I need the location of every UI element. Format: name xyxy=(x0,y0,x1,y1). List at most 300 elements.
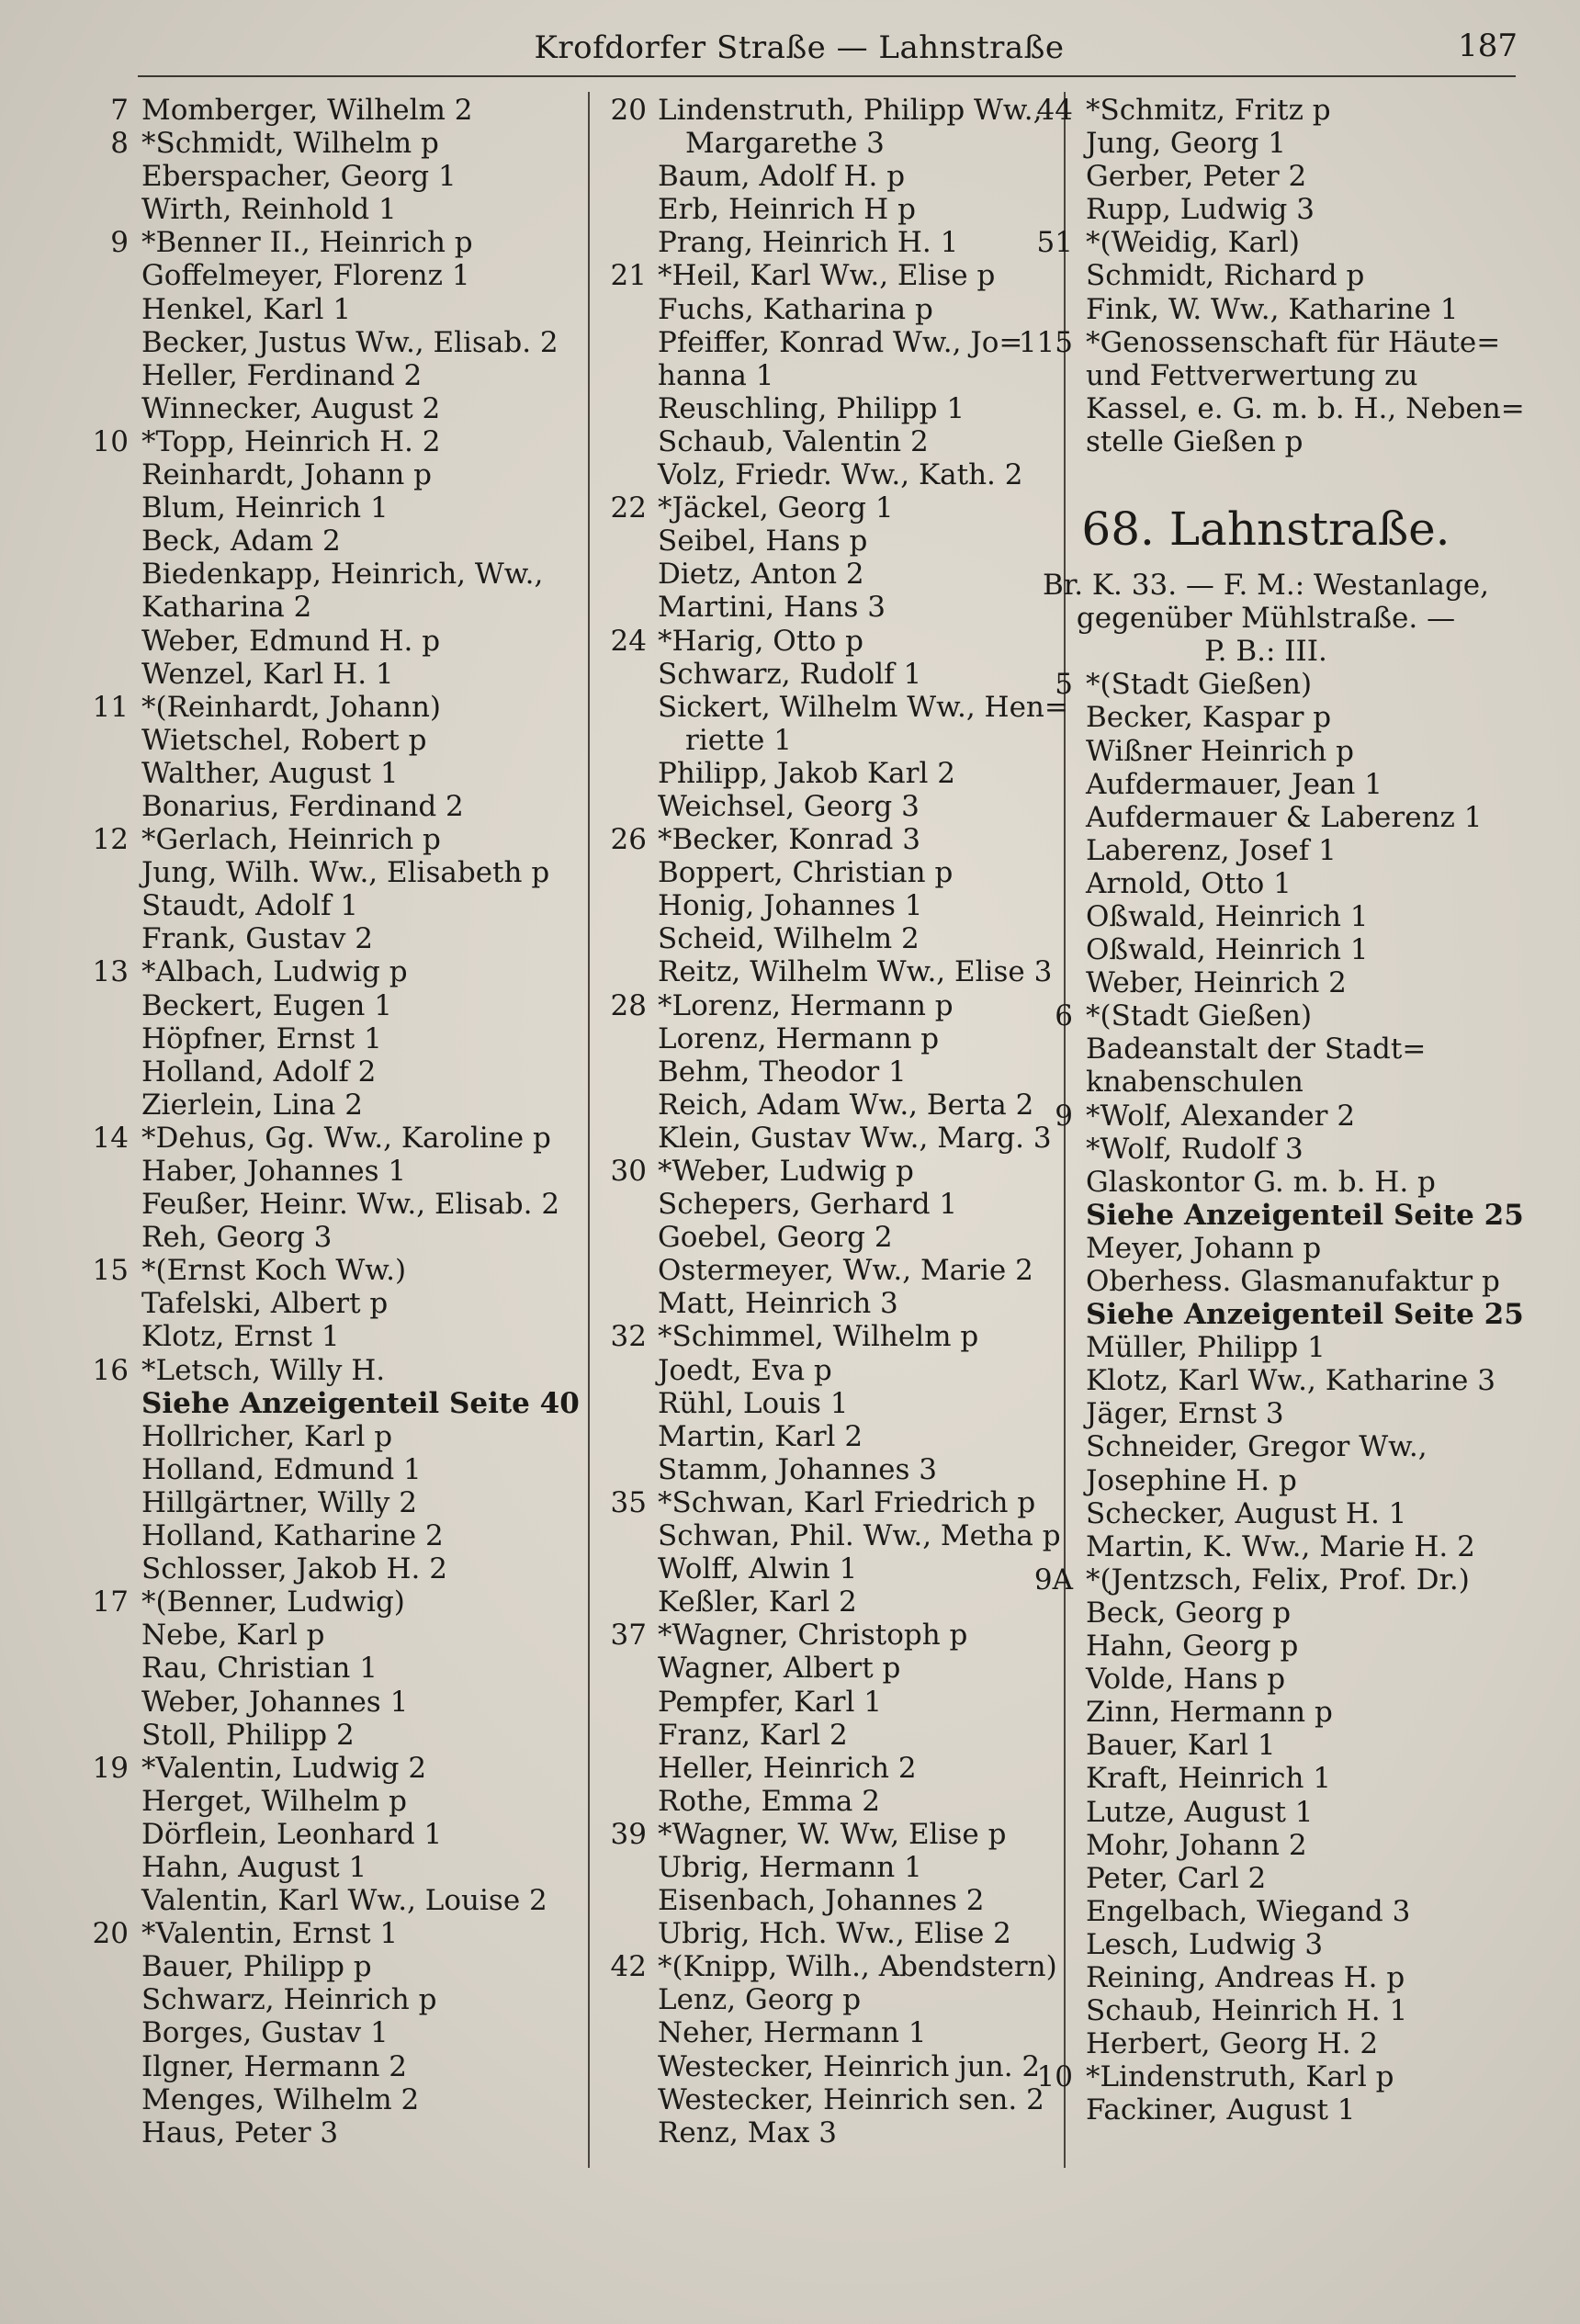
directory-entry xyxy=(1009,1464,1523,1497)
house-number: 6 xyxy=(1055,999,1073,1033)
resident-name: *Wagner, Christoph p xyxy=(658,1619,968,1653)
directory-entry xyxy=(562,491,1058,525)
directory-entry xyxy=(1009,1199,1523,1232)
resident-name: Haus, Peter 3 xyxy=(141,2115,339,2149)
house-number: 44 xyxy=(1036,94,1073,127)
resident-name: Schaub, Valentin 2 xyxy=(658,424,929,458)
house-number: 42 xyxy=(610,1950,647,1984)
resident-name: *Schwan, Karl Friedrich p xyxy=(658,1485,1036,1519)
resident-name: Weber, Johannes 1 xyxy=(141,1685,409,1719)
resident-name: Beck, Georg p xyxy=(1086,1596,1292,1630)
directory-entry xyxy=(562,658,1058,691)
resident-name: Aufdermauer, Jean 1 xyxy=(1086,767,1382,801)
column-1 xyxy=(55,94,583,2149)
directory-entry xyxy=(1009,1430,1523,1463)
resident-name: Boppert, Christian p xyxy=(658,856,954,890)
directory-entry xyxy=(1009,1596,1523,1630)
street-info-1: Br. K. 33. — F. M.: Westanlage, xyxy=(1043,569,1489,603)
directory-entry xyxy=(55,790,583,823)
house-number: 24 xyxy=(610,624,647,658)
directory-entry xyxy=(55,691,583,724)
directory-entry xyxy=(562,2016,1058,2049)
directory-entry xyxy=(55,525,583,558)
resident-name: Valentin, Karl Ww., Louise 2 xyxy=(141,1884,547,1918)
directory-entry xyxy=(1009,801,1523,834)
directory-entry xyxy=(562,1122,1058,1155)
house-number: 22 xyxy=(610,491,647,525)
directory-entry xyxy=(1009,326,1523,359)
directory-entry xyxy=(562,1055,1058,1089)
resident-name: *Schimmel, Wilhelm p xyxy=(658,1320,979,1354)
directory-entry xyxy=(562,1254,1058,1287)
directory-entry xyxy=(1009,1663,1523,1696)
resident-name: Haber, Johannes 1 xyxy=(141,1155,407,1188)
directory-entry xyxy=(55,1387,583,1420)
house-number: 9 xyxy=(1055,1099,1073,1133)
directory-entry xyxy=(55,591,583,624)
directory-entry xyxy=(55,326,583,359)
resident-name: Eberspacher, Georg 1 xyxy=(141,160,457,194)
directory-entry xyxy=(55,1619,583,1652)
directory-entry xyxy=(1009,1928,1523,1961)
directory-entry xyxy=(562,2050,1058,2083)
resident-name: Engelbach, Wiegand 3 xyxy=(1086,1894,1411,1928)
resident-name: Laberenz, Josef 1 xyxy=(1086,833,1337,867)
resident-name: Becker, Justus Ww., Elisab. 2 xyxy=(141,325,559,359)
house-number: 15 xyxy=(92,1254,129,1288)
resident-name: Wirth, Reinhold 1 xyxy=(141,193,397,227)
resident-name: Jung, Georg 1 xyxy=(1086,127,1286,161)
directory-entry xyxy=(562,1221,1058,1254)
directory-entry xyxy=(562,1983,1058,2016)
resident-name: Frank, Gustav 2 xyxy=(141,922,373,956)
resident-name: Schwan, Phil. Ww., Metha p xyxy=(658,1519,1061,1553)
resident-name: Heller, Ferdinand 2 xyxy=(141,358,423,392)
directory-entry xyxy=(1009,1166,1523,1199)
resident-name: Matt, Heinrich 3 xyxy=(658,1287,898,1321)
resident-name: Joedt, Eva p xyxy=(658,1353,832,1387)
directory-entry xyxy=(55,1785,583,1818)
directory-entry xyxy=(1009,900,1523,933)
resident-name: *Gerlach, Heinrich p xyxy=(141,823,441,857)
directory-entry xyxy=(55,889,583,922)
house-number: 9A xyxy=(1033,1562,1073,1596)
resident-name: *Topp, Heinrich H. 2 xyxy=(141,424,441,458)
resident-name: Badeanstalt der Stadt= xyxy=(1086,1032,1427,1066)
directory-entry xyxy=(55,1453,583,1486)
resident-name: Lorenz, Hermann p xyxy=(658,1021,940,1055)
house-number: 16 xyxy=(92,1353,129,1387)
resident-name: Herget, Wilhelm p xyxy=(141,1784,408,1818)
resident-name: Holland, Katharine 2 xyxy=(141,1519,444,1553)
resident-name: Renz, Max 3 xyxy=(658,2115,837,2149)
resident-name: Pfeiffer, Konrad Ww., Jo= xyxy=(658,325,1023,359)
resident-name: Volz, Friedr. Ww., Kath. 2 xyxy=(658,458,1023,492)
directory-entry xyxy=(1009,768,1523,801)
directory-entry xyxy=(562,1519,1061,1553)
directory-entry xyxy=(55,1486,583,1519)
directory-entry xyxy=(55,1287,583,1320)
resident-name: *Valentin, Ernst 1 xyxy=(141,1917,399,1951)
directory-entry xyxy=(562,1851,1058,1884)
directory-entry xyxy=(1009,392,1523,425)
house-number: 39 xyxy=(610,1817,647,1851)
directory-entry xyxy=(55,1354,583,1387)
directory-entry xyxy=(55,1752,583,1785)
house-number: 8 xyxy=(110,127,129,161)
directory-entry xyxy=(1009,425,1523,458)
resident-name: Weber, Edmund H. p xyxy=(141,624,441,658)
resident-name: Klotz, Ernst 1 xyxy=(141,1320,340,1354)
directory-entry xyxy=(562,1884,1058,1917)
resident-name: *Schmitz, Fritz p xyxy=(1086,94,1331,127)
resident-name: Martin, Karl 2 xyxy=(658,1419,863,1453)
resident-name: Westecker, Heinrich jun. 2 xyxy=(658,2049,1041,2083)
directory-entry xyxy=(55,1585,583,1619)
resident-name: Lesch, Ludwig 3 xyxy=(1086,1927,1324,1961)
street-info-2: gegenüber Mühlstraße. — xyxy=(1076,602,1456,636)
house-number: 10 xyxy=(1036,2060,1073,2094)
directory-entry xyxy=(562,1155,1058,1188)
directory-entry xyxy=(1009,1032,1523,1066)
resident-name: Stoll, Philipp 2 xyxy=(141,1718,355,1752)
resident-name: Goebel, Georg 2 xyxy=(658,1221,893,1255)
directory-entry xyxy=(1009,1133,1523,1166)
house-number: 28 xyxy=(610,988,647,1022)
directory-entry xyxy=(55,856,583,889)
directory-entry xyxy=(562,1420,1058,1453)
resident-name: Stamm, Johannes 3 xyxy=(658,1452,937,1486)
resident-name: Kassel, e. G. m. b. H., Neben= xyxy=(1086,391,1525,425)
directory-entry xyxy=(562,226,1058,259)
resident-name: riette 1 xyxy=(685,723,792,757)
house-number: 9 xyxy=(110,226,129,260)
directory-entry xyxy=(562,326,1058,359)
resident-name: Heller, Heinrich 2 xyxy=(658,1751,917,1785)
directory-entry xyxy=(55,1983,583,2016)
directory-entry xyxy=(562,922,1058,955)
column-3 xyxy=(1009,94,1523,2127)
directory-entry xyxy=(1009,1796,1523,1829)
resident-name: Herbert, Georg H. 2 xyxy=(1086,2027,1379,2061)
resident-name: Schepers, Gerhard 1 xyxy=(658,1188,958,1222)
house-number: 13 xyxy=(92,955,129,989)
directory-entry xyxy=(1009,1497,1523,1530)
resident-name: *Harig, Otto p xyxy=(658,624,863,658)
house-number: 14 xyxy=(92,1121,129,1155)
resident-name: *(Stadt Gießen) xyxy=(1086,668,1313,702)
resident-name: Dörflein, Leonhard 1 xyxy=(141,1817,443,1851)
resident-name: Wißner Heinrich p xyxy=(1086,734,1354,768)
directory-entry xyxy=(562,1917,1058,1950)
resident-name: *Wolf, Rudolf 3 xyxy=(1086,1132,1304,1166)
directory-entry xyxy=(562,558,1058,591)
resident-name: Reuschling, Philipp 1 xyxy=(658,391,965,425)
directory-entry xyxy=(562,955,1058,988)
resident-name: Honig, Johannes 1 xyxy=(658,889,923,923)
resident-name: Neher, Hermann 1 xyxy=(658,2016,927,2050)
resident-name: Hollricher, Karl p xyxy=(141,1419,393,1453)
directory-entry xyxy=(55,1089,583,1122)
directory-entry xyxy=(1009,735,1523,768)
house-number: 7 xyxy=(110,94,129,127)
directory-entry xyxy=(55,1917,583,1950)
house-number: 115 xyxy=(1018,325,1073,359)
resident-name: Reining, Andreas H. p xyxy=(1086,1960,1405,1994)
directory-entry xyxy=(562,1752,1058,1785)
directory-entry xyxy=(562,1022,1058,1055)
directory-entry xyxy=(55,2050,583,2083)
directory-entry xyxy=(562,1089,1058,1122)
directory-entry xyxy=(55,458,583,491)
resident-name: Goffelmeyer, Florenz 1 xyxy=(141,259,470,293)
resident-name: und Fettverwertung zu xyxy=(1086,358,1418,392)
resident-name: Josephine H. p xyxy=(1086,1463,1297,1497)
resident-name: Oberhess. Glasmanufaktur p xyxy=(1086,1265,1500,1298)
house-number: 20 xyxy=(610,94,647,127)
directory-entry xyxy=(562,94,1058,127)
directory-entry xyxy=(55,658,583,691)
resident-name: Mohr, Johann 2 xyxy=(1086,1828,1307,1862)
resident-name: Lenz, Georg p xyxy=(658,1983,862,2017)
resident-name: Ubrig, Hch. Ww., Elise 2 xyxy=(658,1917,1011,1951)
resident-name: Reinhardt, Johann p xyxy=(141,458,433,492)
resident-name: Höpfner, Ernst 1 xyxy=(141,1021,382,1055)
directory-entry xyxy=(1009,1563,1523,1596)
resident-name: Zinn, Hermann p xyxy=(1086,1696,1333,1730)
resident-name: Reich, Adam Ww., Berta 2 xyxy=(658,1088,1034,1122)
resident-name: *(Benner, Ludwig) xyxy=(141,1585,405,1619)
directory-entry xyxy=(562,1818,1058,1851)
resident-name: Gerber, Peter 2 xyxy=(1086,160,1307,194)
resident-name: Franz, Karl 2 xyxy=(658,1718,848,1752)
directory-entry xyxy=(55,1818,583,1851)
resident-name: *Benner II., Heinrich p xyxy=(141,226,473,260)
directory-entry xyxy=(55,1950,583,1983)
directory-entry xyxy=(1009,2060,1523,2093)
directory-entry xyxy=(55,1188,583,1221)
resident-name: Scheid, Wilhelm 2 xyxy=(658,922,920,956)
resident-name: Momberger, Wilhelm 2 xyxy=(141,94,473,127)
directory-entry xyxy=(562,1453,1058,1486)
resident-name: Schaub, Heinrich H. 1 xyxy=(1086,1994,1408,2028)
house-number: 17 xyxy=(92,1585,129,1619)
directory-entry xyxy=(562,1785,1058,1818)
resident-name: Prang, Heinrich H. 1 xyxy=(658,226,959,260)
directory-entry xyxy=(1009,1696,1523,1729)
column-3-top-entries xyxy=(1009,94,1523,458)
directory-entry xyxy=(562,392,1058,425)
directory-entry xyxy=(562,591,1058,624)
directory-entry xyxy=(55,625,583,658)
resident-name: Pempfer, Karl 1 xyxy=(658,1685,882,1719)
resident-name: Sickert, Wilhelm Ww., Hen= xyxy=(658,690,1068,724)
house-number: 12 xyxy=(92,823,129,857)
resident-name: Behm, Theodor 1 xyxy=(658,1055,907,1089)
resident-name: Winnecker, August 2 xyxy=(141,391,441,425)
resident-name: Arnold, Otto 1 xyxy=(1086,866,1292,900)
resident-name: Aufdermauer & Laberenz 1 xyxy=(1086,800,1483,834)
resident-name: *(Weidig, Karl) xyxy=(1086,226,1300,260)
directory-entry xyxy=(562,425,1058,458)
directory-entry xyxy=(1009,668,1523,701)
resident-name: Martin, K. Ww., Marie H. 2 xyxy=(1086,1529,1475,1563)
resident-name: Walther, August 1 xyxy=(141,756,399,790)
directory-entry xyxy=(562,1686,1058,1719)
directory-entry xyxy=(55,193,583,226)
directory-entry xyxy=(1009,1066,1523,1099)
resident-name: Rupp, Ludwig 3 xyxy=(1086,193,1315,227)
directory-entry xyxy=(55,2083,583,2116)
resident-name: Fuchs, Katharina p xyxy=(658,292,933,326)
directory-entry xyxy=(55,1122,583,1155)
directory-entry xyxy=(1009,867,1523,900)
resident-name: Eisenbach, Johannes 2 xyxy=(658,1884,985,1918)
directory-entry xyxy=(562,525,1058,558)
directory-entry xyxy=(1009,1232,1523,1265)
resident-name: Oßwald, Heinrich 1 xyxy=(1086,933,1369,967)
advert-reference: Siehe Anzeigenteil Seite 25 xyxy=(1086,1298,1524,1332)
resident-name: Schwarz, Heinrich p xyxy=(141,1983,437,2017)
directory-entry xyxy=(562,293,1058,326)
directory-entry xyxy=(55,757,583,790)
directory-entry xyxy=(562,1287,1058,1320)
directory-entry xyxy=(1009,1729,1523,1762)
directory-entry xyxy=(55,1320,583,1353)
resident-name: Reh, Georg 3 xyxy=(141,1221,333,1255)
house-number: 10 xyxy=(92,424,129,458)
resident-name: Bauer, Karl 1 xyxy=(1086,1729,1276,1763)
resident-name: Peter, Carl 2 xyxy=(1086,1861,1267,1895)
resident-name: Ilgner, Hermann 2 xyxy=(141,2049,408,2083)
directory-entry xyxy=(562,1486,1058,1519)
directory-entry xyxy=(55,2116,583,2149)
directory-entry xyxy=(1009,1961,1523,1994)
directory-entry xyxy=(1009,701,1523,734)
resident-name: Nebe, Karl p xyxy=(141,1619,325,1653)
directory-entry xyxy=(562,1950,1058,1983)
header-rule xyxy=(138,75,1516,77)
resident-name: Kraft, Heinrich 1 xyxy=(1086,1762,1331,1796)
resident-name: Schlosser, Jakob H. 2 xyxy=(141,1552,447,1586)
resident-name: Borges, Gustav 1 xyxy=(141,2016,389,2050)
directory-entry xyxy=(1009,1265,1523,1298)
resident-name: *Weber, Ludwig p xyxy=(658,1155,914,1188)
resident-name: hanna 1 xyxy=(658,358,774,392)
resident-name: Rothe, Emma 2 xyxy=(658,1784,880,1818)
resident-name: Klotz, Karl Ww., Katharine 3 xyxy=(1086,1364,1495,1398)
resident-name: Katharina 2 xyxy=(141,591,312,625)
directory-entry xyxy=(55,160,583,193)
resident-name: *(Stadt Gießen) xyxy=(1086,999,1313,1033)
resident-name: Rau, Christian 1 xyxy=(141,1652,378,1686)
resident-name: Wenzel, Karl H. 1 xyxy=(141,657,394,691)
resident-name: Reitz, Wilhelm Ww., Elise 3 xyxy=(658,955,1053,989)
house-number: 51 xyxy=(1036,226,1073,260)
directory-entry xyxy=(1009,94,1523,127)
directory-entry xyxy=(55,1652,583,1685)
resident-name: *Genossenschaft für Häute= xyxy=(1086,325,1501,359)
directory-entry xyxy=(1009,1397,1523,1430)
directory-entry xyxy=(562,1387,1058,1420)
directory-entry xyxy=(55,724,583,757)
directory-entry xyxy=(1009,1762,1523,1795)
directory-entry xyxy=(562,1354,1058,1387)
resident-name: Holland, Adolf 2 xyxy=(141,1055,377,1089)
resident-name: *Heil, Karl Ww., Elise p xyxy=(658,259,996,293)
resident-name: Feußer, Heinr. Ww., Elisab. 2 xyxy=(141,1188,560,1222)
directory-entry xyxy=(55,1851,583,1884)
directory-entry xyxy=(562,625,1058,658)
directory-entry xyxy=(55,127,583,160)
directory-entry xyxy=(1009,999,1523,1032)
page-number: 187 xyxy=(1458,28,1518,64)
resident-name: Bauer, Philipp p xyxy=(141,1950,372,1984)
resident-name: Weichsel, Georg 3 xyxy=(658,789,920,823)
directory-entry xyxy=(1009,1331,1523,1364)
directory-entry xyxy=(55,392,583,425)
directory-entry xyxy=(562,1619,1058,1652)
directory-entry xyxy=(55,2016,583,2049)
resident-name: Fink, W. Ww., Katharine 1 xyxy=(1086,292,1459,326)
directory-entry xyxy=(1009,1100,1523,1133)
directory-entry xyxy=(562,823,1058,856)
resident-name: Keßler, Karl 2 xyxy=(658,1585,857,1619)
directory-entry xyxy=(562,193,1058,226)
column-2 xyxy=(562,94,1068,2149)
resident-name: Schneider, Gregor Ww., xyxy=(1086,1430,1428,1464)
directory-entry xyxy=(55,94,583,127)
resident-name: Jung, Wilh. Ww., Elisabeth p xyxy=(141,856,550,890)
resident-name: Beck, Adam 2 xyxy=(141,525,341,558)
column-3-lahnstrasse-entries xyxy=(1009,668,1523,2127)
resident-name: Ostermeyer, Ww., Marie 2 xyxy=(658,1254,1033,1288)
directory-entry xyxy=(55,823,583,856)
directory-entry xyxy=(562,690,1068,724)
house-number: 37 xyxy=(610,1619,647,1653)
directory-entry xyxy=(562,127,1058,160)
directory-entry xyxy=(1009,2093,1523,2127)
resident-name: Dietz, Anton 2 xyxy=(658,558,864,592)
resident-name: Baum, Adolf H. p xyxy=(658,160,906,194)
directory-entry xyxy=(1009,1630,1523,1663)
directory-entry xyxy=(562,1652,1058,1685)
directory-entry xyxy=(1009,1530,1523,1563)
resident-name: Lindenstruth, Philipp Ww., xyxy=(658,94,1043,127)
resident-name: Staudt, Adolf 1 xyxy=(141,889,359,923)
directory-entry xyxy=(55,1552,583,1585)
page-title: Krofdorfer Straße — Lahnstraße xyxy=(534,29,1065,66)
resident-name: *Becker, Konrad 3 xyxy=(658,823,920,857)
directory-entry xyxy=(562,2116,1058,2149)
directory-entry xyxy=(55,491,583,525)
resident-name: Blum, Heinrich 1 xyxy=(141,491,389,525)
resident-name: Margarethe 3 xyxy=(685,127,885,161)
directory-entry xyxy=(55,1686,583,1719)
resident-name: Wolff, Alwin 1 xyxy=(658,1552,858,1586)
house-number: 26 xyxy=(610,823,647,857)
directory-entry xyxy=(55,1254,583,1287)
directory-entry xyxy=(562,1719,1058,1752)
directory-entry xyxy=(1009,1895,1523,1928)
resident-name: Weber, Heinrich 2 xyxy=(1086,966,1347,1000)
resident-name: Philipp, Jakob Karl 2 xyxy=(658,756,955,790)
house-number: 21 xyxy=(610,259,647,293)
directory-entry xyxy=(1009,193,1523,226)
directory-entry xyxy=(562,1320,1058,1353)
resident-name: Jäger, Ernst 3 xyxy=(1086,1397,1284,1431)
directory-entry xyxy=(1009,359,1523,392)
